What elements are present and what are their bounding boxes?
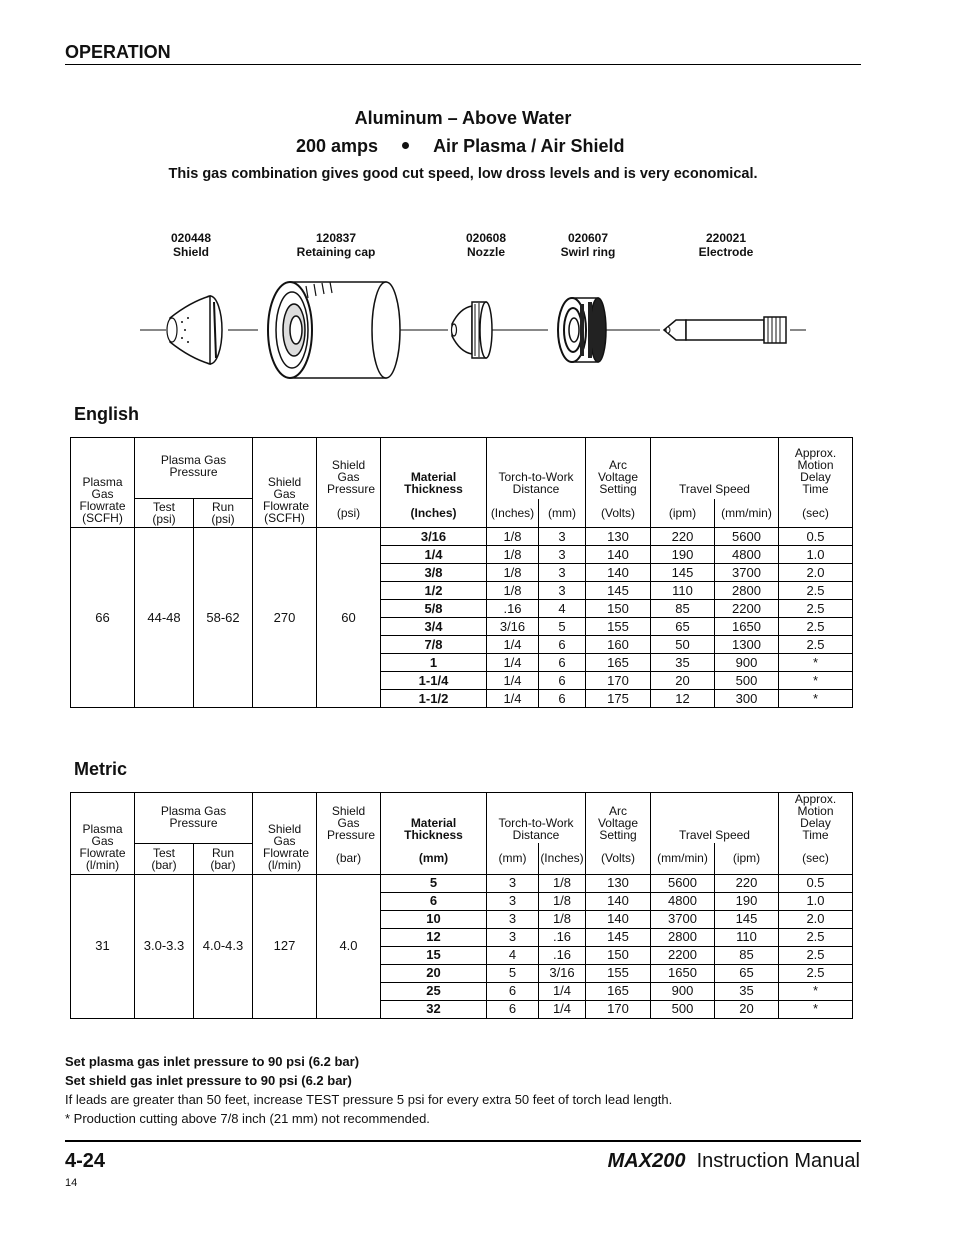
part-number: 020608 — [465, 231, 507, 245]
cell-speed-2: 3700 — [715, 564, 779, 582]
english-cut-chart — [70, 437, 853, 708]
cell-thickness: 20 — [381, 964, 487, 982]
bullet-icon — [402, 142, 409, 149]
cell-torch-1: 3 — [487, 910, 539, 928]
cell-delay: * — [779, 672, 853, 690]
cell-speed-1: 85 — [651, 600, 715, 618]
cell-speed-2: 2200 — [715, 600, 779, 618]
header-plasma-pressure: Plasma Gas Pressure — [135, 793, 253, 844]
cell-speed-1: 65 — [651, 618, 715, 636]
run-unit: (bar) — [210, 857, 236, 872]
cell-speed-1: 145 — [651, 564, 715, 582]
cell-torch-2: 6 — [539, 672, 586, 690]
cell-speed-2: 1300 — [715, 636, 779, 654]
header-test — [135, 499, 194, 528]
run-label: Run — [211, 500, 234, 514]
header-rule — [65, 64, 861, 65]
test-label: Test — [152, 845, 175, 860]
cell-speed-2: 1650 — [715, 618, 779, 636]
cell-thickness: 1-1/2 — [381, 690, 487, 708]
cell-speed-2: 4800 — [715, 546, 779, 564]
unit-speed-1: (ipm) — [651, 499, 715, 528]
header-run — [194, 843, 253, 874]
cell-arc: 140 — [586, 546, 651, 564]
note-plasma-inlet: Set plasma gas inlet pressure to 90 psi (6.2 bar) — [65, 1054, 360, 1069]
test-label: Test — [152, 500, 175, 514]
manual-label: Instruction Manual — [696, 1150, 860, 1172]
retaining-cap-part-icon — [268, 282, 400, 378]
cell-delay: 0.5 — [779, 528, 853, 546]
page-title: Aluminum – Above Water — [354, 108, 572, 128]
part-label-electrode — [686, 231, 766, 259]
cell-speed-2: 110 — [715, 928, 779, 946]
manual-title — [608, 1150, 860, 1173]
unit-delay: (sec) — [779, 843, 853, 874]
cell-speed-2: 5600 — [715, 528, 779, 546]
header-delay-time: Approx. Motion Delay Time — [779, 438, 853, 499]
cell-arc: 155 — [586, 964, 651, 982]
cell-torch-1: 3 — [487, 928, 539, 946]
cell-speed-1: 900 — [651, 982, 715, 1000]
shared-plasma-flowrate: 66 — [71, 528, 135, 708]
cell-delay: 2.5 — [779, 582, 853, 600]
header-material-thickness: Material Thickness — [381, 793, 487, 844]
cell-arc: 140 — [586, 892, 651, 910]
header-plasma-pressure: Plasma Gas Pressure — [135, 438, 253, 499]
cell-torch-1: 1/4 — [487, 672, 539, 690]
cell-arc: 155 — [586, 618, 651, 636]
swirl-ring-part-icon — [558, 298, 606, 362]
cell-torch-2: 1/8 — [539, 892, 586, 910]
cell-delay: 2.0 — [779, 564, 853, 582]
cell-thickness: 1-1/4 — [381, 672, 487, 690]
cell-torch-2: 3 — [539, 564, 586, 582]
cell-torch-2: 1/8 — [539, 910, 586, 928]
cell-torch-1: 1/4 — [487, 636, 539, 654]
unit-speed-1: (mm/min) — [651, 843, 715, 874]
unit-shield-pressure: (psi) — [317, 499, 381, 528]
cell-speed-1: 5600 — [651, 874, 715, 892]
shared-plasma-flowrate: 31 — [71, 874, 135, 1018]
cell-torch-1: 1/4 — [487, 690, 539, 708]
shared-shield-pressure: 60 — [317, 528, 381, 708]
cell-arc: 130 — [586, 528, 651, 546]
note-lead-length: If leads are greater than 50 feet, increase TEST pressure 5 psi for every extra 50 feet of torch lead length. — [65, 1092, 673, 1107]
cell-delay: 2.5 — [779, 928, 853, 946]
cell-thickness: 10 — [381, 910, 487, 928]
table-row — [71, 528, 853, 546]
page-number: 4-24 — [65, 1150, 106, 1172]
unit-speed-2: (mm/min) — [715, 499, 779, 528]
test-unit: (psi) — [152, 512, 176, 526]
cell-speed-1: 50 — [651, 636, 715, 654]
footer-rule — [65, 1140, 861, 1142]
cell-torch-1: 1/4 — [487, 654, 539, 672]
cell-delay: 2.5 — [779, 618, 853, 636]
shared-shield-flowrate: 127 — [253, 874, 317, 1018]
sheet-number: 14 — [65, 1177, 78, 1189]
cell-speed-1: 1650 — [651, 964, 715, 982]
cell-torch-1: 1/8 — [487, 546, 539, 564]
part-number: 020448 — [170, 231, 212, 245]
cell-arc: 140 — [586, 910, 651, 928]
cell-delay: 2.5 — [779, 946, 853, 964]
part-label-shield — [150, 231, 232, 259]
cell-thickness: 25 — [381, 982, 487, 1000]
cell-arc: 165 — [586, 982, 651, 1000]
cell-speed-2: 65 — [715, 964, 779, 982]
cell-torch-2: 4 — [539, 600, 586, 618]
part-name: Shield — [172, 245, 209, 259]
unit-shield-pressure: (bar) — [317, 843, 381, 874]
cell-arc: 130 — [586, 874, 651, 892]
cell-torch-1: 4 — [487, 946, 539, 964]
header-run — [194, 499, 253, 528]
cell-thickness: 1/4 — [381, 546, 487, 564]
cell-torch-1: 5 — [487, 964, 539, 982]
unit-arc: (Volts) — [586, 843, 651, 874]
part-number: 120837 — [315, 231, 357, 245]
shared-shield-pressure: 4.0 — [317, 874, 381, 1018]
tagline: This gas combination gives good cut speed, low dross levels and is very economical. — [168, 166, 758, 182]
cell-torch-2: 1/8 — [539, 874, 586, 892]
cell-torch-1: 1/8 — [487, 528, 539, 546]
cell-arc: 140 — [586, 564, 651, 582]
unit-speed-2: (ipm) — [715, 843, 779, 874]
cell-arc: 170 — [586, 672, 651, 690]
shared-test-pressure: 3.0-3.3 — [135, 874, 194, 1018]
cell-delay: 2.5 — [779, 636, 853, 654]
cell-thickness: 3/8 — [381, 564, 487, 582]
cell-delay: 2.5 — [779, 600, 853, 618]
table-row — [71, 874, 853, 892]
header-test — [135, 843, 194, 874]
header-shield-flowrate: Shield Gas Flowrate (l/min) — [253, 793, 317, 875]
run-label: Run — [211, 845, 234, 860]
cell-speed-1: 35 — [651, 654, 715, 672]
cell-arc: 165 — [586, 654, 651, 672]
header-torch-distance: Torch-to-Work Distance — [487, 438, 586, 499]
shared-test-pressure: 44-48 — [135, 528, 194, 708]
part-label-swirl-ring — [548, 231, 628, 259]
process-subtitle — [296, 136, 624, 157]
shared-shield-flowrate: 270 — [253, 528, 317, 708]
cell-thickness: 1 — [381, 654, 487, 672]
unit-material: (mm) — [381, 843, 487, 874]
unit-arc: (Volts) — [586, 499, 651, 528]
header-plasma-flowrate: Plasma Gas Flowrate (l/min) — [71, 793, 135, 875]
cell-arc: 175 — [586, 690, 651, 708]
cell-torch-2: 3 — [539, 546, 586, 564]
english-table-title: English — [74, 404, 140, 424]
cell-speed-2: 500 — [715, 672, 779, 690]
cell-torch-2: 3 — [539, 528, 586, 546]
cell-torch-1: .16 — [487, 600, 539, 618]
shared-run-pressure: 4.0-4.3 — [194, 874, 253, 1018]
cell-torch-1: 1/8 — [487, 582, 539, 600]
model-name: MAX200 — [607, 1150, 686, 1172]
cell-speed-1: 20 — [651, 672, 715, 690]
run-unit: (psi) — [211, 512, 235, 526]
cell-speed-1: 2200 — [651, 946, 715, 964]
header-material-thickness: Material Thickness — [381, 438, 487, 499]
cell-torch-1: 3/16 — [487, 618, 539, 636]
cell-torch-1: 6 — [487, 982, 539, 1000]
note-production-cutting: * Production cutting above 7/8 inch (21 mm) not recommended. — [65, 1111, 430, 1126]
header-travel-speed: Travel Speed — [651, 438, 779, 499]
notes — [65, 1052, 672, 1128]
electrode-part-icon — [664, 317, 786, 343]
cell-torch-1: 3 — [487, 874, 539, 892]
part-label-nozzle — [446, 231, 526, 259]
cell-speed-2: 900 — [715, 654, 779, 672]
cell-delay: 1.0 — [779, 892, 853, 910]
cell-delay: 0.5 — [779, 874, 853, 892]
cell-delay: * — [779, 982, 853, 1000]
cell-speed-1: 12 — [651, 690, 715, 708]
cell-torch-2: 3 — [539, 582, 586, 600]
cell-thickness: 5 — [381, 874, 487, 892]
cell-torch-2: .16 — [539, 928, 586, 946]
amps-label: 200 amps — [296, 136, 379, 156]
cell-delay: 1.0 — [779, 546, 853, 564]
shield-part-icon — [167, 296, 222, 364]
cell-torch-2: 1/4 — [539, 982, 586, 1000]
cell-thickness: 6 — [381, 892, 487, 910]
cell-thickness: 3/16 — [381, 528, 487, 546]
metric-table-title: Metric — [74, 759, 128, 779]
unit-delay: (sec) — [779, 499, 853, 528]
header-torch-distance: Torch-to-Work Distance — [487, 793, 586, 844]
part-name: Swirl ring — [560, 245, 616, 259]
consumable-parts-illustration — [130, 268, 820, 388]
cell-thickness: 1/2 — [381, 582, 487, 600]
part-number: 220021 — [705, 231, 747, 245]
unit-torch-1: (mm) — [487, 843, 539, 874]
cell-speed-2: 190 — [715, 892, 779, 910]
cell-delay: * — [779, 1000, 853, 1018]
header-delay-time: Approx. Motion Delay Time — [779, 793, 853, 844]
cell-thickness: 15 — [381, 946, 487, 964]
part-label-retaining-cap — [286, 231, 386, 259]
cell-speed-2: 20 — [715, 1000, 779, 1018]
cell-arc: 170 — [586, 1000, 651, 1018]
cell-torch-2: 3/16 — [539, 964, 586, 982]
metric-cut-chart — [70, 792, 853, 1019]
cell-torch-2: 6 — [539, 690, 586, 708]
cell-torch-2: 6 — [539, 654, 586, 672]
unit-torch-2: (mm) — [539, 499, 586, 528]
part-name: Nozzle — [466, 245, 505, 259]
cell-torch-2: 6 — [539, 636, 586, 654]
cell-thickness: 32 — [381, 1000, 487, 1018]
header-shield-pressure: Shield Gas Pressure — [317, 793, 381, 844]
cell-arc: 145 — [586, 582, 651, 600]
cell-thickness: 12 — [381, 928, 487, 946]
unit-torch-1: (Inches) — [487, 499, 539, 528]
cell-thickness: 3/4 — [381, 618, 487, 636]
cell-torch-2: 5 — [539, 618, 586, 636]
cell-arc: 160 — [586, 636, 651, 654]
cell-torch-1: 1/8 — [487, 564, 539, 582]
shared-run-pressure: 58-62 — [194, 528, 253, 708]
cell-delay: 2.0 — [779, 910, 853, 928]
header-travel-speed: Travel Speed — [651, 793, 779, 844]
cell-speed-1: 2800 — [651, 928, 715, 946]
cell-speed-2: 300 — [715, 690, 779, 708]
header-plasma-flowrate: Plasma Gas Flowrate (SCFH) — [71, 438, 135, 528]
part-name: Retaining cap — [296, 245, 376, 259]
unit-material: (Inches) — [381, 499, 487, 528]
unit-torch-2: (Inches) — [539, 843, 586, 874]
nozzle-part-icon — [452, 302, 493, 358]
cell-delay: 2.5 — [779, 964, 853, 982]
cell-speed-2: 220 — [715, 874, 779, 892]
header-shield-pressure: Shield Gas Pressure — [317, 438, 381, 499]
cell-arc: 150 — [586, 600, 651, 618]
cell-speed-1: 3700 — [651, 910, 715, 928]
cell-speed-1: 500 — [651, 1000, 715, 1018]
cell-torch-1: 6 — [487, 1000, 539, 1018]
cell-speed-1: 220 — [651, 528, 715, 546]
part-number: 020607 — [567, 231, 609, 245]
cell-delay: * — [779, 690, 853, 708]
cell-thickness: 5/8 — [381, 600, 487, 618]
cell-speed-2: 2800 — [715, 582, 779, 600]
gases-label: Air Plasma / Air Shield — [433, 136, 625, 156]
cell-delay: * — [779, 654, 853, 672]
cell-torch-2: 1/4 — [539, 1000, 586, 1018]
cell-speed-1: 4800 — [651, 892, 715, 910]
cell-speed-1: 190 — [651, 546, 715, 564]
cell-thickness: 7/8 — [381, 636, 487, 654]
cell-speed-2: 145 — [715, 910, 779, 928]
header-arc-voltage: Arc Voltage Setting — [586, 793, 651, 844]
cell-speed-2: 85 — [715, 946, 779, 964]
cell-speed-2: 35 — [715, 982, 779, 1000]
cell-torch-2: .16 — [539, 946, 586, 964]
header-shield-flowrate: Shield Gas Flowrate (SCFH) — [253, 438, 317, 528]
cell-arc: 150 — [586, 946, 651, 964]
cell-torch-1: 3 — [487, 892, 539, 910]
cell-speed-1: 110 — [651, 582, 715, 600]
header-arc-voltage: Arc Voltage Setting — [586, 438, 651, 499]
section-heading: OPERATION — [65, 42, 171, 62]
cell-arc: 145 — [586, 928, 651, 946]
part-name: Electrode — [698, 245, 754, 259]
note-shield-inlet: Set shield gas inlet pressure to 90 psi (6.2 bar) — [65, 1073, 352, 1088]
test-unit: (bar) — [151, 857, 177, 872]
